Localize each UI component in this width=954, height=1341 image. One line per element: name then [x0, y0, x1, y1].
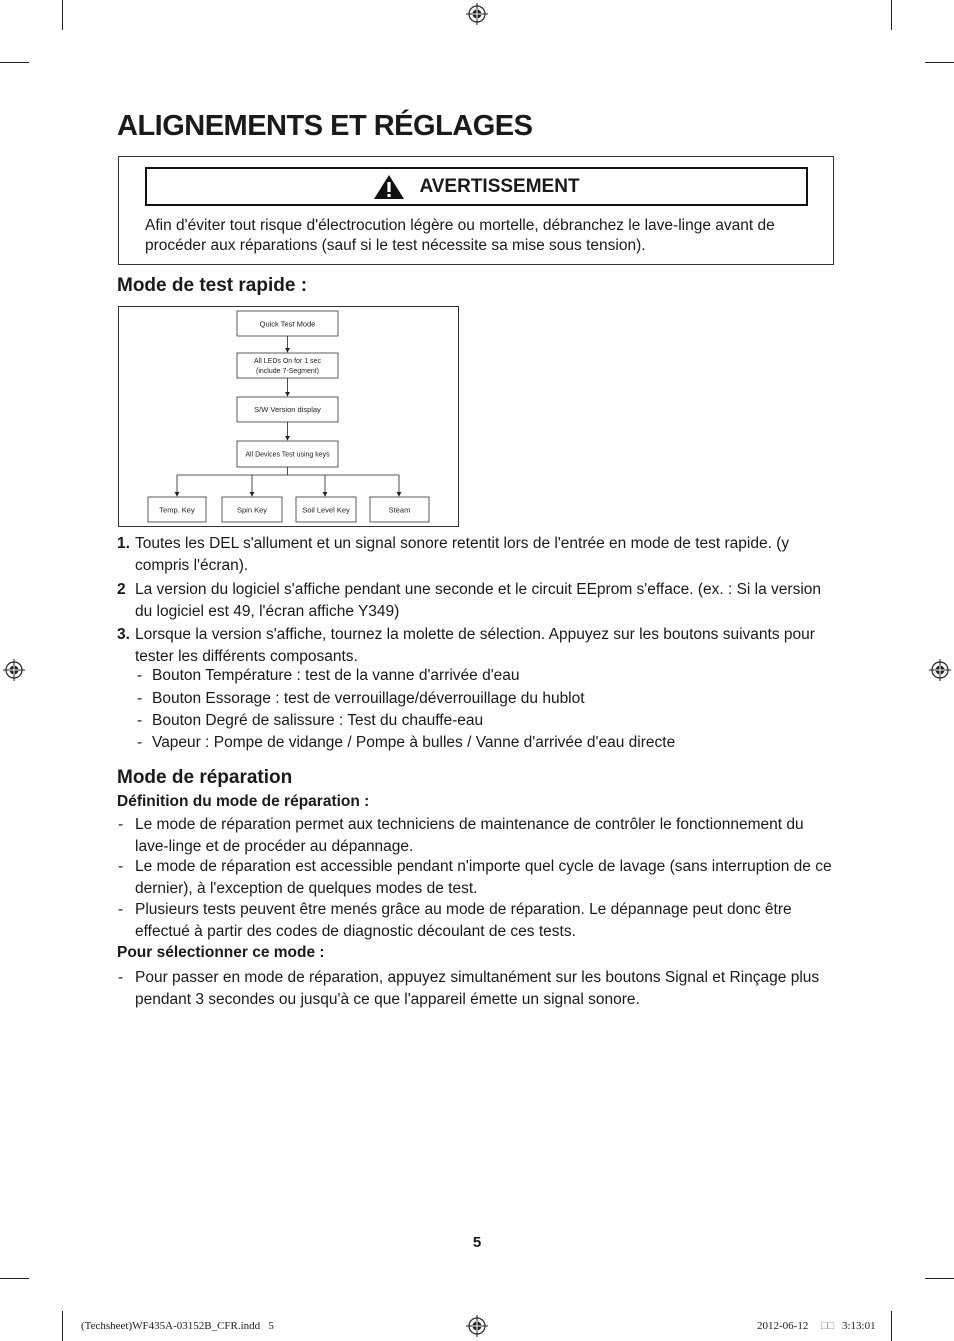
crop-mark: [925, 62, 954, 63]
step-number: [117, 579, 137, 601]
flowchart-leaf-temp-key: [148, 497, 206, 522]
footer-date: 2012-06-12: [757, 1320, 809, 1332]
flowchart-leaf-soil-level-key: [296, 497, 356, 522]
footer-time: 3:13:01: [842, 1320, 876, 1332]
leaf-label: Soil Level Key: [302, 505, 350, 515]
list-item: Vapeur : Pompe de vidange / Pompe à bulles / Vanne d'arrivée d'eau directe: [152, 734, 676, 751]
quick-test-heading: Mode de test rapide :: [117, 275, 308, 296]
select-heading: Pour sélectionner ce mode :: [117, 944, 325, 961]
node-label: All LEDs On for 1 sec: [254, 358, 321, 365]
flowchart: [118, 306, 459, 527]
node-label: All Devices Test using keys: [245, 451, 330, 459]
step-number: [117, 533, 137, 555]
list-item: Bouton Température : test de la vanne d'arrivée d'eau: [152, 667, 520, 684]
list-item: Le mode de réparation est accessible pendant n'importe quel cycle de lavage (sans interruption de ce dernier), à l'exception de quelques modes de test.: [135, 858, 832, 897]
flowchart-leaf-spin-key: [222, 497, 282, 522]
registration-mark-icon: [3, 659, 25, 681]
crop-mark: [0, 1278, 29, 1279]
footer-glyphs: □□: [821, 1320, 835, 1332]
bullet: -: [137, 690, 143, 707]
bullet: -: [137, 712, 143, 729]
step-number-label: 2: [117, 581, 126, 598]
page-number: 5: [472, 1234, 482, 1251]
warning-triangle-icon: [373, 174, 405, 200]
warning-header: [145, 167, 808, 206]
list-item: Bouton Essorage : test de verrouillage/déverrouillage du hublot: [152, 690, 585, 707]
flowchart-node-quick-test-mode: [237, 311, 338, 336]
warning-text: Afin d'éviter tout risque d'électrocution légère ou mortelle, débranchez le lave-linge avant de procéder aux réparations (sauf si le test nécessite sa mise sous tension).: [145, 217, 775, 254]
crop-mark: [62, 0, 63, 30]
node-label: S/W Version display: [254, 405, 321, 414]
repair-heading: Mode de réparation: [117, 767, 293, 788]
registration-mark-icon: [929, 659, 951, 681]
flowchart-node-all-devices: [237, 441, 338, 467]
flowchart-leaf-steam: [370, 497, 429, 522]
list-item: Bouton Degré de salissure : Test du chauffe-eau: [152, 712, 484, 729]
step-text: Lorsque la version s'affiche, tournez la molette de sélection. Appuyez sur les boutons suivants pour tester les différents composants.: [135, 626, 815, 665]
leaf-label: Steam: [388, 505, 411, 515]
warning-heading: AVERTISSEMENT: [419, 175, 580, 197]
bullet: -: [118, 858, 124, 875]
crop-mark: [891, 0, 892, 30]
step-number-label: 3.: [117, 626, 130, 643]
bullet: -: [118, 901, 124, 918]
leaf-label: Temp. Key: [159, 505, 195, 515]
step-number: [117, 624, 137, 646]
flowchart-node-all-leds: [237, 353, 338, 378]
registration-mark-icon: [466, 3, 488, 25]
bullet: -: [118, 969, 124, 986]
node-label: (include 7-Segment): [255, 368, 320, 375]
list-item: Pour passer en mode de réparation, appuyez simultanément sur les boutons Signal et Rinçage plus pendant 3 secondes ou jusqu'à ce que l'appareil émette un signal sonore.: [135, 969, 820, 1008]
definition-heading: Définition du mode de réparation :: [117, 793, 370, 810]
list-item: Le mode de réparation permet aux techniciens de maintenance de contrôler le fonctionnement du lave-linge et de procéder au dépannage.: [135, 816, 804, 855]
list-item: Plusieurs tests peuvent être menés grâce au mode de réparation. Le dépannage peut donc être effectué à partir des codes de diagnostic découlant de ces tests.: [135, 901, 792, 940]
step-text: Toutes les DEL s'allument et un signal sonore retentit lors de l'entrée en mode de test rapide. (y compris l'écran).: [135, 535, 790, 574]
step-text: La version du logiciel s'affiche pendant une seconde et le circuit EEprom s'efface. (ex. : Si la version du logiciel est 49, l'écran affiche Y349): [135, 581, 822, 620]
bullet: -: [137, 667, 143, 684]
registration-mark-icon: [466, 1315, 488, 1337]
flowchart-node-sw-version: [237, 397, 338, 422]
crop-mark: [0, 62, 29, 63]
step-number-label: 1.: [117, 535, 130, 552]
node-label: Quick Test Mode: [259, 319, 316, 329]
page-title: ALIGNEMENTS ET RÉGLAGES: [117, 110, 533, 142]
footer-filename: (Techsheet)WF435A-03152B_CFR.indd 5: [81, 1320, 274, 1332]
leaf-label: Spin Key: [236, 505, 268, 515]
crop-mark: [62, 1311, 63, 1341]
bullet: -: [137, 734, 143, 751]
bullet: -: [118, 816, 124, 833]
crop-mark: [925, 1278, 954, 1279]
crop-mark: [891, 1311, 892, 1341]
